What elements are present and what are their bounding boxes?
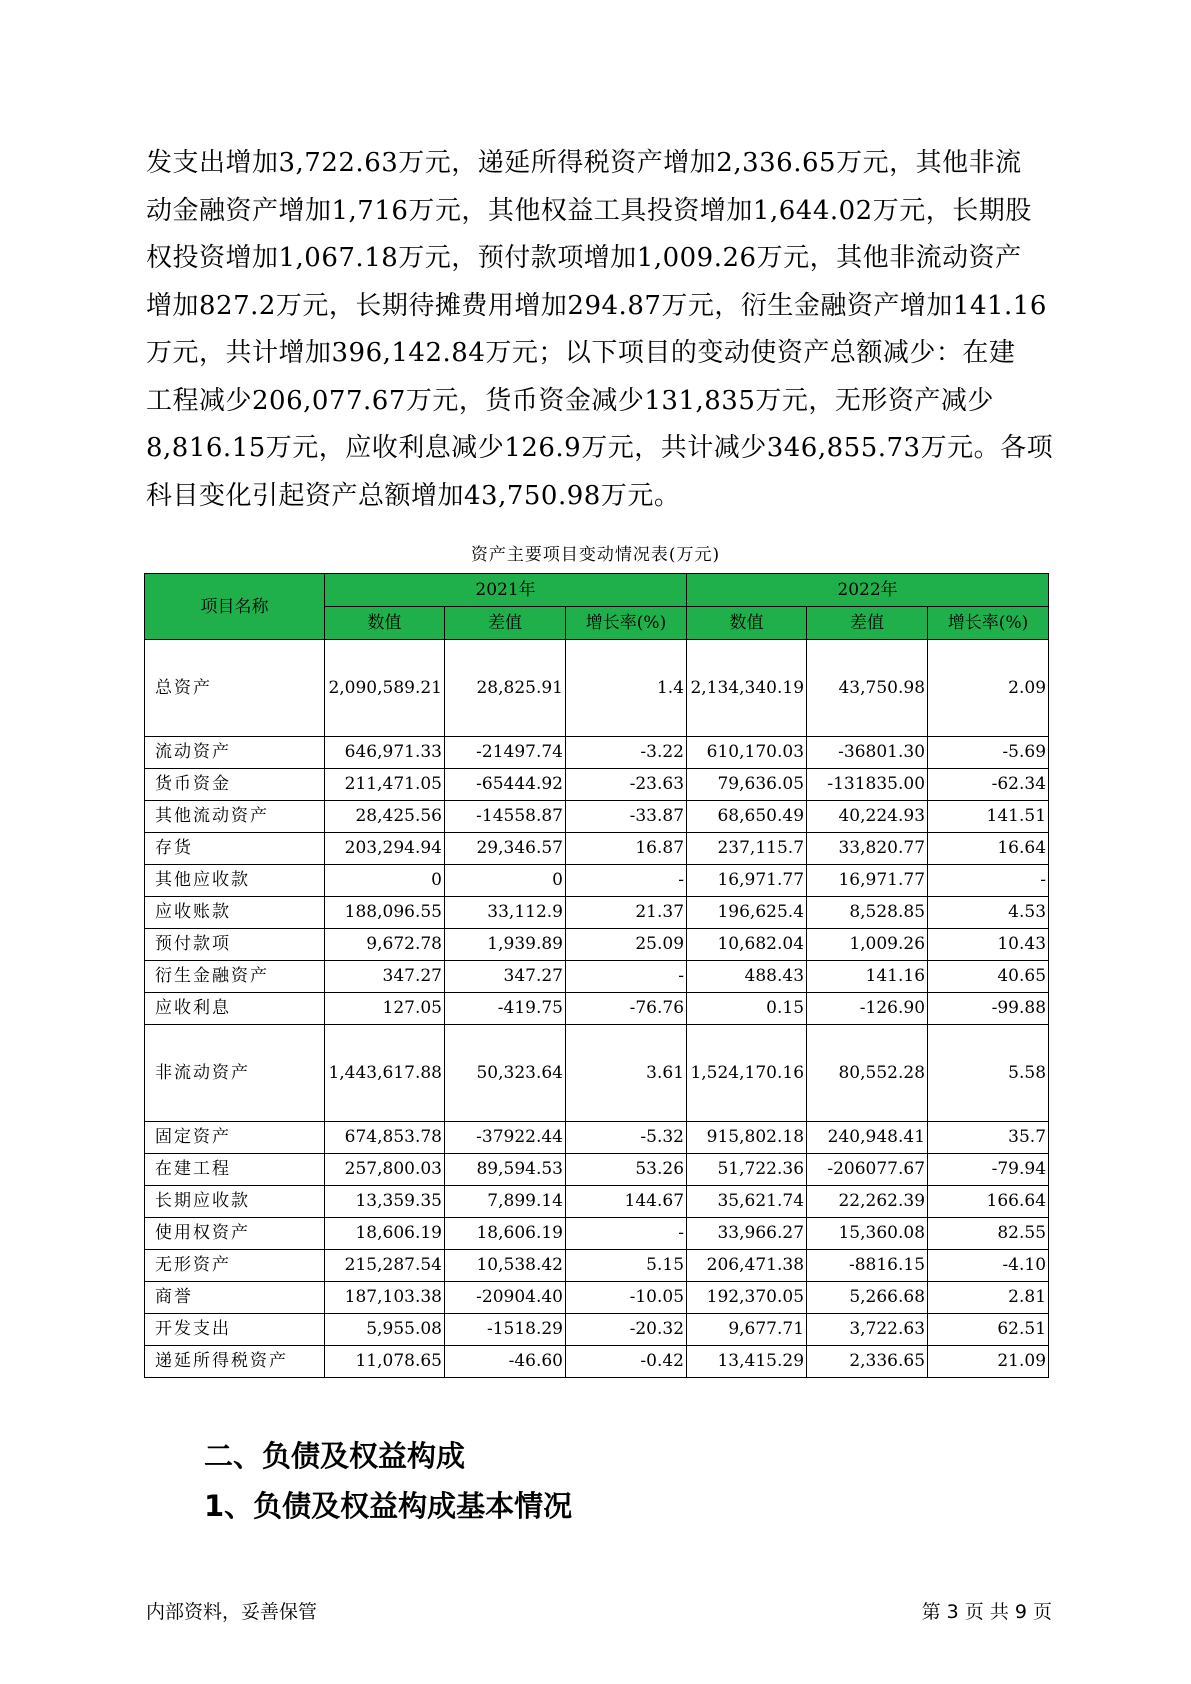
cell-v22: 35,621.74 <box>687 1186 807 1218</box>
cell-d22: 5,266.68 <box>807 1282 928 1314</box>
cell-r21: 21.37 <box>566 897 687 929</box>
cell-d21: -20904.40 <box>445 1282 566 1314</box>
cell-r22: 10.43 <box>928 929 1049 961</box>
paragraph-line: 权投资增加1,067.18万元，预付款项增加1,009.26万元，其他非流动资产 <box>146 243 1022 273</box>
cell-r22: 16.64 <box>928 833 1049 865</box>
paragraph-line: 工程减少206,077.67万元，货币资金减少131,835万元，无形资产减少 <box>146 385 994 416</box>
cell-d21: 29,346.57 <box>445 833 566 865</box>
cell-v22: 13,415.29 <box>687 1346 807 1378</box>
cell-v22: 206,471.38 <box>687 1250 807 1282</box>
cell-d21: 1,939.89 <box>445 929 566 961</box>
paragraph-line: 动金融资产增加1,716万元，其他权益工具投资增加1,644.02万元，长期股 <box>146 195 1032 226</box>
cell-r22: - <box>928 865 1049 897</box>
table-row <box>145 737 1049 769</box>
table-row <box>145 1186 1049 1218</box>
table-row <box>145 993 1049 1025</box>
header-year-2022: 2022年 <box>687 574 1049 607</box>
cell-r21: -33.87 <box>566 801 687 833</box>
cell-d21: 7,899.14 <box>445 1186 566 1218</box>
header-year-2021: 2021年 <box>325 574 687 607</box>
subsection-heading: 1、负债及权益构成基本情况 <box>204 1489 573 1523</box>
cell-r22: -99.88 <box>928 993 1049 1025</box>
cell-r21: 1.4 <box>566 640 687 737</box>
table-row <box>145 865 1049 897</box>
row-item-name: 应收账款 <box>145 897 325 929</box>
cell-r22: 40.65 <box>928 961 1049 993</box>
cell-v22: 0.15 <box>687 993 807 1025</box>
cell-d21: 28,825.91 <box>445 640 566 737</box>
cell-r21: -10.05 <box>566 1282 687 1314</box>
cell-v21: 347.27 <box>325 961 445 993</box>
cell-r21: -3.22 <box>566 737 687 769</box>
header-rate-2022: 增长率(%) <box>928 607 1049 640</box>
table-row <box>145 833 1049 865</box>
paragraph-line: 增加827.2万元，长期待摊费用增加294.87万元，衍生金融资产增加141.16 <box>146 290 1047 321</box>
cell-d22: 8,528.85 <box>807 897 928 929</box>
cell-r22: 5.58 <box>928 1025 1049 1122</box>
footer-confidential-note: 内部资料，妥善保管 <box>146 1601 318 1623</box>
cell-r21: - <box>566 1218 687 1250</box>
cell-d22: 240,948.41 <box>807 1122 928 1154</box>
cell-v21: 11,078.65 <box>325 1346 445 1378</box>
cell-v21: 9,672.78 <box>325 929 445 961</box>
cell-r22: -4.10 <box>928 1250 1049 1282</box>
cell-v21: 187,103.38 <box>325 1282 445 1314</box>
cell-d22: 2,336.65 <box>807 1346 928 1378</box>
cell-r21: -76.76 <box>566 993 687 1025</box>
cell-r21: 25.09 <box>566 929 687 961</box>
header-value-2022: 数值 <box>687 607 807 640</box>
cell-v21: 28,425.56 <box>325 801 445 833</box>
table-row <box>145 1314 1049 1346</box>
table-row <box>145 769 1049 801</box>
cell-d22: 3,722.63 <box>807 1314 928 1346</box>
cell-d21: 50,323.64 <box>445 1025 566 1122</box>
cell-r22: 4.53 <box>928 897 1049 929</box>
body-paragraph <box>146 140 1054 520</box>
cell-v21: 188,096.55 <box>325 897 445 929</box>
cell-d22: 141.16 <box>807 961 928 993</box>
row-item-name: 使用权资产 <box>145 1218 325 1250</box>
cell-d21: -65444.92 <box>445 769 566 801</box>
table-row <box>145 1122 1049 1154</box>
cell-v21: 127.05 <box>325 993 445 1025</box>
table-row <box>145 929 1049 961</box>
cell-v21: 257,800.03 <box>325 1154 445 1186</box>
row-item-name: 存货 <box>145 833 325 865</box>
cell-d22: -131835.00 <box>807 769 928 801</box>
cell-r22: 35.7 <box>928 1122 1049 1154</box>
row-item-name: 其他流动资产 <box>145 801 325 833</box>
cell-r21: -0.42 <box>566 1346 687 1378</box>
row-item-name: 应收利息 <box>145 993 325 1025</box>
cell-r21: 5.15 <box>566 1250 687 1282</box>
row-item-name: 商誉 <box>145 1282 325 1314</box>
paragraph-line: 8,816.15万元，应收利息减少126.9万元，共计减少346,855.73万元。各项 <box>146 433 1054 463</box>
cell-d22: 15,360.08 <box>807 1218 928 1250</box>
header-diff-2022: 差值 <box>807 607 928 640</box>
cell-r21: 16.87 <box>566 833 687 865</box>
cell-v22: 1,524,170.16 <box>687 1025 807 1122</box>
row-item-name: 流动资产 <box>145 737 325 769</box>
table-row <box>145 1154 1049 1186</box>
cell-v22: 68,650.49 <box>687 801 807 833</box>
row-item-name: 长期应收款 <box>145 1186 325 1218</box>
paragraph-line: 万元，共计增加396,142.84万元；以下项目的变动使资产总额减少：在建 <box>146 338 1016 368</box>
table-row <box>145 640 1049 737</box>
cell-r21: - <box>566 865 687 897</box>
header-item-name: 项目名称 <box>145 574 325 640</box>
cell-d22: -8816.15 <box>807 1250 928 1282</box>
row-item-name: 总资产 <box>145 640 325 737</box>
cell-r22: -79.94 <box>928 1154 1049 1186</box>
cell-d22: -36801.30 <box>807 737 928 769</box>
row-item-name: 衍生金融资产 <box>145 961 325 993</box>
cell-d21: -1518.29 <box>445 1314 566 1346</box>
row-item-name: 其他应收款 <box>145 865 325 897</box>
header-rate-2021: 增长率(%) <box>566 607 687 640</box>
row-item-name: 在建工程 <box>145 1154 325 1186</box>
cell-v22: 192,370.05 <box>687 1282 807 1314</box>
cell-v21: 2,090,589.21 <box>325 640 445 737</box>
cell-v22: 9,677.71 <box>687 1314 807 1346</box>
cell-d22: 80,552.28 <box>807 1025 928 1122</box>
table-row <box>145 1250 1049 1282</box>
asset-changes-table <box>144 573 1049 1378</box>
cell-r22: 141.51 <box>928 801 1049 833</box>
cell-v21: 203,294.94 <box>325 833 445 865</box>
table-row <box>145 1025 1049 1122</box>
cell-v21: 674,853.78 <box>325 1122 445 1154</box>
cell-v21: 18,606.19 <box>325 1218 445 1250</box>
cell-d22: -126.90 <box>807 993 928 1025</box>
table-row <box>145 1346 1049 1378</box>
cell-r22: -5.69 <box>928 737 1049 769</box>
cell-d22: 16,971.77 <box>807 865 928 897</box>
cell-r21: -5.32 <box>566 1122 687 1154</box>
cell-d22: 43,750.98 <box>807 640 928 737</box>
cell-v22: 488.43 <box>687 961 807 993</box>
cell-v22: 79,636.05 <box>687 769 807 801</box>
table-row <box>145 897 1049 929</box>
section-heading: 二、负债及权益构成 <box>204 1439 466 1473</box>
cell-v22: 51,722.36 <box>687 1154 807 1186</box>
cell-d22: 40,224.93 <box>807 801 928 833</box>
cell-r22: 2.09 <box>928 640 1049 737</box>
cell-d21: 347.27 <box>445 961 566 993</box>
cell-d21: 0 <box>445 865 566 897</box>
row-item-name: 预付款项 <box>145 929 325 961</box>
cell-d21: 33,112.9 <box>445 897 566 929</box>
cell-r21: -20.32 <box>566 1314 687 1346</box>
header-diff-2021: 差值 <box>445 607 566 640</box>
cell-v22: 915,802.18 <box>687 1122 807 1154</box>
cell-v21: 211,471.05 <box>325 769 445 801</box>
cell-v22: 33,966.27 <box>687 1218 807 1250</box>
cell-v22: 2,134,340.19 <box>687 640 807 737</box>
cell-v22: 237,115.7 <box>687 833 807 865</box>
table-body <box>145 640 1049 1378</box>
row-item-name: 开发支出 <box>145 1314 325 1346</box>
table-row <box>145 1218 1049 1250</box>
cell-v21: 215,287.54 <box>325 1250 445 1282</box>
cell-r21: - <box>566 961 687 993</box>
cell-d21: -37922.44 <box>445 1122 566 1154</box>
cell-r21: -23.63 <box>566 769 687 801</box>
row-item-name: 无形资产 <box>145 1250 325 1282</box>
paragraph-line: 科目变化引起资产总额增加43,750.98万元。 <box>146 480 681 511</box>
row-item-name: 非流动资产 <box>145 1025 325 1122</box>
paragraph-line: 发支出增加3,722.63万元，递延所得税资产增加2,336.65万元，其他非流 <box>146 148 1022 178</box>
table-row <box>145 1282 1049 1314</box>
cell-d21: -21497.74 <box>445 737 566 769</box>
cell-d22: 33,820.77 <box>807 833 928 865</box>
cell-d21: 89,594.53 <box>445 1154 566 1186</box>
cell-r21: 53.26 <box>566 1154 687 1186</box>
cell-v22: 610,170.03 <box>687 737 807 769</box>
cell-d22: 1,009.26 <box>807 929 928 961</box>
cell-r21: 3.61 <box>566 1025 687 1122</box>
cell-d21: -419.75 <box>445 993 566 1025</box>
row-item-name: 递延所得税资产 <box>145 1346 325 1378</box>
cell-v22: 10,682.04 <box>687 929 807 961</box>
cell-r22: 82.55 <box>928 1218 1049 1250</box>
cell-d21: -46.60 <box>445 1346 566 1378</box>
table-row <box>145 961 1049 993</box>
cell-r21: 144.67 <box>566 1186 687 1218</box>
header-value-2021: 数值 <box>325 607 445 640</box>
row-item-name: 固定资产 <box>145 1122 325 1154</box>
cell-d22: -206077.67 <box>807 1154 928 1186</box>
footer-page-number: 第 3 页 共 9 页 <box>921 1601 1052 1623</box>
table-caption: 资产主要项目变动情况表(万元) <box>470 545 721 565</box>
cell-v21: 1,443,617.88 <box>325 1025 445 1122</box>
cell-v21: 0 <box>325 865 445 897</box>
cell-v21: 13,359.35 <box>325 1186 445 1218</box>
cell-r22: -62.34 <box>928 769 1049 801</box>
cell-d21: -14558.87 <box>445 801 566 833</box>
cell-v22: 196,625.4 <box>687 897 807 929</box>
cell-v21: 5,955.08 <box>325 1314 445 1346</box>
cell-d21: 10,538.42 <box>445 1250 566 1282</box>
cell-d21: 18,606.19 <box>445 1218 566 1250</box>
cell-r22: 62.51 <box>928 1314 1049 1346</box>
cell-r22: 166.64 <box>928 1186 1049 1218</box>
table-row <box>145 801 1049 833</box>
row-item-name: 货币资金 <box>145 769 325 801</box>
cell-r22: 2.81 <box>928 1282 1049 1314</box>
cell-r22: 21.09 <box>928 1346 1049 1378</box>
cell-v21: 646,971.33 <box>325 737 445 769</box>
cell-v22: 16,971.77 <box>687 865 807 897</box>
cell-d22: 22,262.39 <box>807 1186 928 1218</box>
